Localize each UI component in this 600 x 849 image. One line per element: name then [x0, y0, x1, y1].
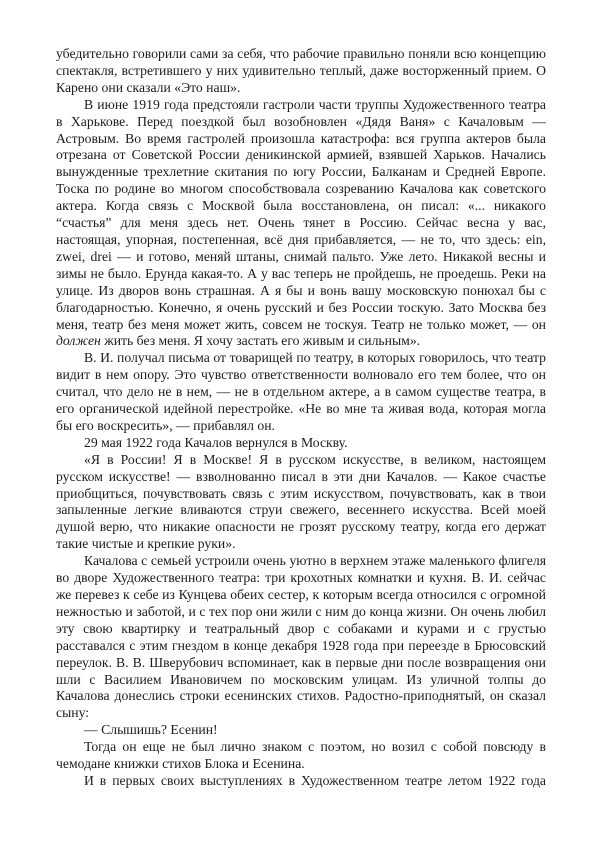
paragraph-continuation: убедительно говорили сами за себя, что рабочие правильно поняли всю концепцию спектакля, встретившего у них удивительно теплый, даже восторженный прием. О Карено они сказали «Это наш». — [56, 46, 546, 95]
emphasized-word: должен — [56, 333, 101, 349]
paragraph: Тогда он еще не был лично знаком с поэтом, но возил с собой повсюду в чемодане книжки стихов Блока и Есенина. — [56, 739, 546, 772]
paragraph: Качалова с семьей устроили очень уютно в верхнем этаже маленького флигеля во дворе Художественного театра: три крохотных комнатки и кухня. В. И. сейчас же перевез к себе из Кунцева обеих сестер, к которым всегда относился с огромной нежностью и заботой, и с тех пор они жили с ним до конца жизни. Он очень любил эту свою квартирку и театральный двор с собаками и курами и с грустью расставался с этим гнездом в конце декабря 1928 года при переезде в Брюсовский переулок. В. В. Шверубович вспоминает, как в первые дни после возвращения они шли с Василием Ивановичем по московским улицам. Из уличной толпы до Качалова донеслись строки есенинских стихов. Радостно-приподнятый, он сказал сыну: — [56, 553, 546, 721]
paragraph — [56, 97, 546, 351]
paragraph-text: жить без меня. Я хочу застать его живым и сильным». — [100, 333, 421, 349]
paragraph: 29 мая 1922 года Качалов вернулся в Москву. — [84, 434, 348, 450]
paragraph-text: В июне 1919 года предстояли гастроли части труппы Художественного театра в Харькове. Перед поездкой был возобновлен «Дядя Ваня» с Качаловым — Астровым. Во время гастролей произошла катастрофа: вся группа актеров была отрезана от Советской России деникинской армией, взявшей Харьков. Начались вынужденные трехлетние скитания по югу России, Балканам и Средней Европе. Тоска по родине во многом способствовала созреванию Качалова как советского актера. Когда связь с Москвой была восстановлена, он писал: «... никакого “счастья” для меня здесь нет. Очень тянет в Россию. Сейчас весна у вас, настоящая, упорная, постепенная, всё дня прибавляется, — не то, что здесь: ein, zwei, drei — и готово, меняй штаны, снимай пальто. Уже лето. Никакой весны и зимы не было. Ерунда какая-то. А у вас теперь не пройдешь, не проедешь. Реки на улице. Из дворов вонь страшная. А я бы и вонь вашу московскую понюхал бы с благодарностью. Конечно, я очень русский и без России тоскую. Зато Москва без меня, театр без меня может жить, совсем не тоскуя. Театр не только может, — он — [56, 96, 546, 332]
paragraph-runs-to-next-page: И в первых своих выступлениях в Художественном театре летом 1922 года — [84, 772, 546, 788]
paragraph: «Я в России! Я в Москве! Я в русском искусстве, в великом, настоящем русском искусстве! — взволнованно писал в эти дни Качалов. — Какое счастье приобщиться, почувствовать связь с этим искусством, почувствовать, как в твои запыленные легкие вливаются струи свежего, весеннего искусства. Всей моей душой верю, что никакие опасности не грозят русскому театру, когда его держат такие чистые и крепкие руки». — [56, 451, 546, 552]
dialogue-line: — Слышишь? Есенин! — [84, 722, 218, 738]
paragraph: В. И. получал письма от товарищей по театру, в которых говорилось, что театр видит в нем опору. Это чувство ответственности волновало его тем более, что он считал, что дело не в нем, — не в отдельном актере, а в самом существе театра, в его органической идейной перестройке. «Не во мне та живая вода, которая могла бы его воскресить», — прибавлял он. — [56, 350, 546, 433]
